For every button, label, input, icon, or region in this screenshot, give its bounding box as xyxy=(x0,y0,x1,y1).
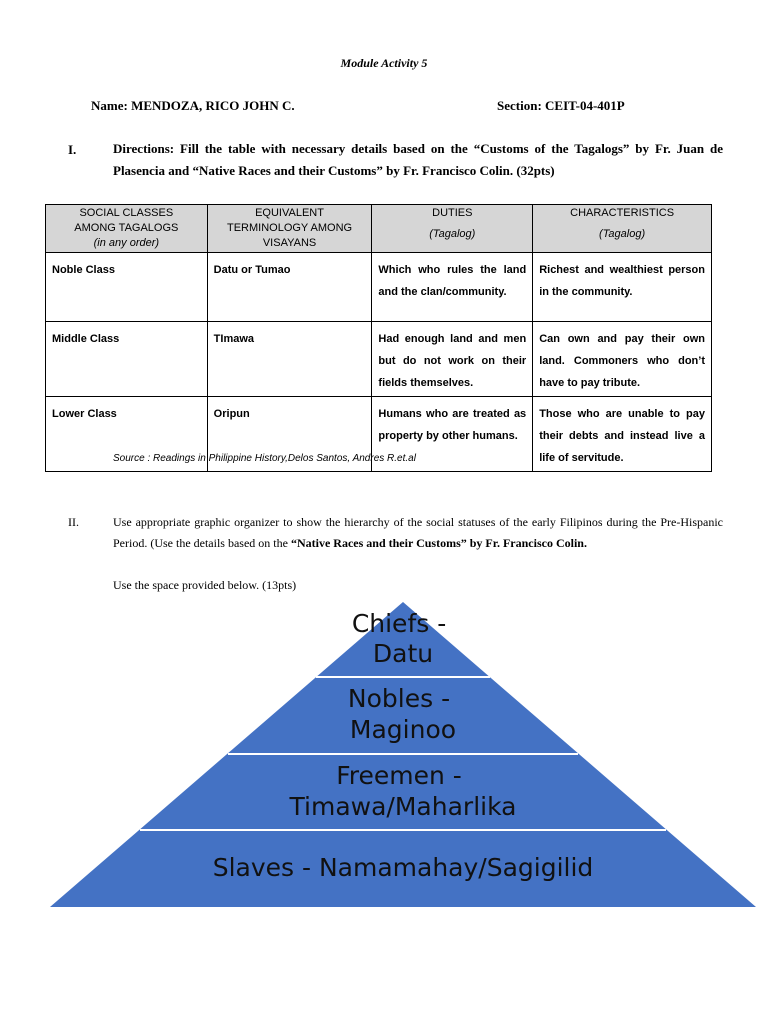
header-note: (in any order) xyxy=(93,237,160,249)
part2-text: Use appropriate graphic organizer to show the hierarchy of the social statuses of the early Filipinos during the Pre-Hispanic Period. (Use the details based on the xyxy=(113,515,723,550)
header-equivalent-terminology xyxy=(207,205,372,253)
header-note: (Tagalog) xyxy=(599,228,646,240)
table-cell-class: Lower Class xyxy=(46,397,208,472)
level-line: Freemen - xyxy=(336,761,462,790)
part2-reference: “Native Races and their Customs” by Fr. Francisco Colin. xyxy=(290,536,587,550)
table-cell-characteristics: Can own and pay their own land. Commoners who don’t have to pay tribute. xyxy=(533,322,712,397)
header-characteristics xyxy=(533,205,712,253)
header-text: DUTIES xyxy=(432,207,473,219)
part2-instruction: Use the space provided below. (13pts) xyxy=(113,578,297,592)
table-cell-class: Noble Class xyxy=(46,253,208,322)
table-cell-visayan-term: Datu or Tumao xyxy=(207,253,372,322)
table-source: Source : Readings in Philippine History,Delos Santos, Andres R.et.al xyxy=(113,453,416,464)
table-cell-characteristics: Richest and wealthiest person in the community. xyxy=(533,253,712,322)
table-cell-duties: Which who rules the land and the clan/community. xyxy=(372,253,533,322)
table-row xyxy=(46,322,712,397)
header-duties xyxy=(372,205,533,253)
level-line: Timawa/Maharlika xyxy=(289,792,517,821)
part1-directions: Directions: Fill the table with necessary details based on the “Customs of the Tagalogs” by Fr. Juan de Plasencia and “Native Races and their Customs” by Fr. Francisco Colin. (32pts) xyxy=(113,141,723,178)
header-text: EQUIVALENT xyxy=(255,207,324,219)
header-text: VISAYANS xyxy=(262,237,317,249)
table-cell-visayan-term: TImawa xyxy=(207,322,372,397)
level-line: Chiefs - xyxy=(351,609,447,638)
student-section: Section: CEIT-04-401P xyxy=(497,98,625,113)
table-cell-visayan-term: Oripun xyxy=(207,397,372,472)
table-cell-characteristics: Those who are unable to pay their debts and instead live a life of servitude. xyxy=(533,397,712,472)
social-classes-table xyxy=(45,204,712,472)
header-text: AMONG TAGALOGS xyxy=(74,222,179,234)
header-text: SOCIAL CLASSES xyxy=(79,207,174,219)
student-name: Name: MENDOZA, RICO JOHN C. xyxy=(91,98,295,113)
level-line: Maginoo xyxy=(349,715,457,744)
part2-numeral: II. xyxy=(68,515,79,529)
level-line: Datu xyxy=(372,639,434,668)
part1-numeral: I. xyxy=(68,142,77,157)
social-hierarchy-pyramid xyxy=(48,600,758,910)
header-social-classes xyxy=(46,205,208,253)
module-title: Module Activity 5 xyxy=(340,56,428,70)
header-text: TERMINOLOGY AMONG xyxy=(226,222,353,234)
table-cell-duties: Had enough land and men but do not work on their fields themselves. xyxy=(372,322,533,397)
header-note: (Tagalog) xyxy=(429,228,476,240)
table-row xyxy=(46,253,712,322)
table-cell-class: Middle Class xyxy=(46,322,208,397)
header-text: CHARACTERISTICS xyxy=(570,207,675,219)
pyramid-level-slaves: Slaves - Namamahay/Sagigilid xyxy=(212,853,594,882)
table-cell-duties: Humans who are treated as property by other humans. xyxy=(372,397,533,472)
table-header-row xyxy=(46,205,712,253)
part2-directions xyxy=(113,512,723,554)
level-line: Nobles - xyxy=(347,684,451,713)
